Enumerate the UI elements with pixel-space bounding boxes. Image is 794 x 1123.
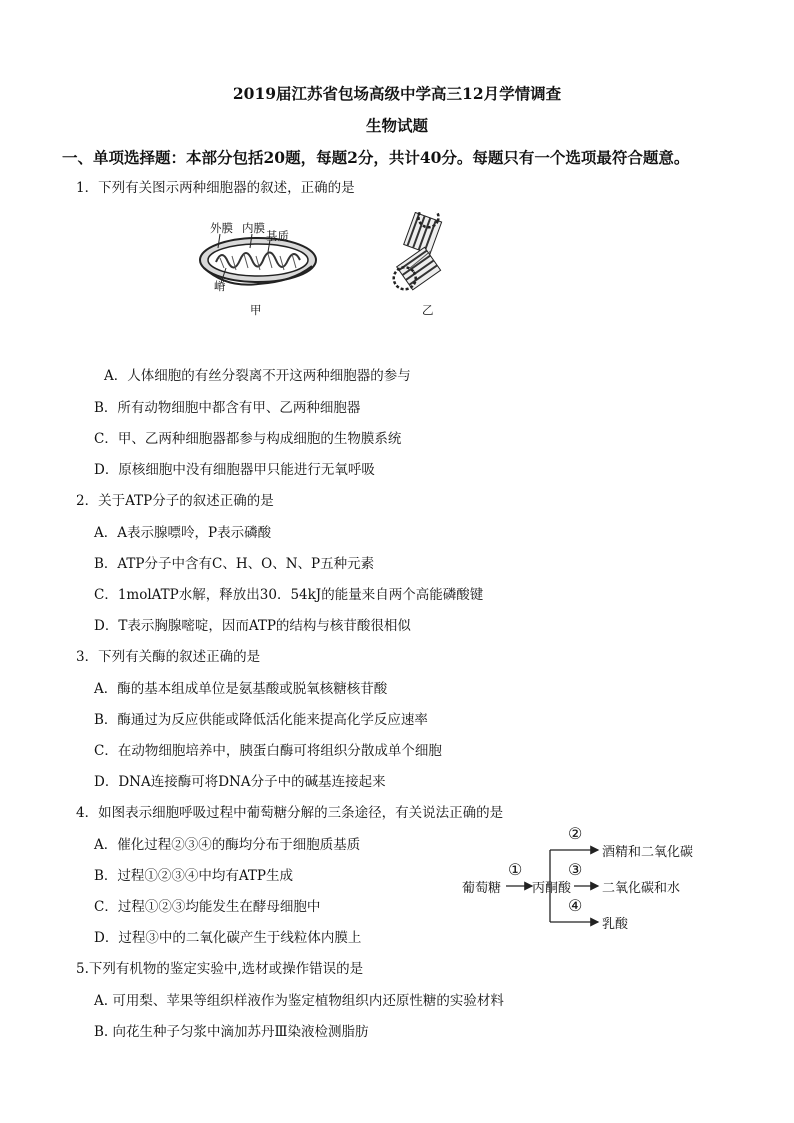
organelle-figure bbox=[196, 212, 446, 324]
question-2-option-a: A．A表示腺嘌呤，P表示磷酸 bbox=[94, 525, 272, 541]
step-4-marker: ④ bbox=[568, 896, 583, 915]
glucose-label: 葡萄糖 bbox=[462, 881, 502, 896]
question-2-option-d: D．T表示胸腺嘧啶，因而ATP的结构与核苷酸很相似 bbox=[94, 618, 411, 634]
question-4-option-a: A．催化过程②③④的酶均分布于细胞质基质 bbox=[94, 837, 361, 853]
question-1-stem: 1．下列有关图示两种细胞器的叙述，正确的是 bbox=[76, 180, 355, 196]
respiration-diagram-arrows bbox=[462, 822, 724, 934]
caption-jia: 甲 bbox=[250, 303, 262, 317]
section-heading: 一、单项选择题：本部分包括20题，每题2分，共计40分。每题只有一个选项最符合题意。 bbox=[62, 148, 690, 167]
question-1-option-b: B．所有动物细胞中都含有甲、乙两种细胞器 bbox=[94, 400, 361, 416]
question-5-option-a: A. 可用梨、苹果等组织样液作为鉴定植物组织内还原性糖的实验材料 bbox=[94, 993, 504, 1009]
question-4-option-b: B．过程①②③④中均有ATP生成 bbox=[94, 868, 294, 884]
exam-subtitle: 生物试题 bbox=[365, 116, 428, 135]
question-4-stem: 4．如图表示细胞呼吸过程中葡萄糖分解的三条途径，有关说法正确的是 bbox=[76, 805, 504, 821]
question-3-option-b: B．酶通过为反应供能或降低活化能来提高化学反应速率 bbox=[94, 712, 428, 728]
question-1-option-a: A．人体细胞的有丝分裂离不开这两种细胞器的参与 bbox=[104, 368, 411, 384]
caption-yi: 乙 bbox=[422, 303, 434, 317]
question-4-option-c: C．过程①②③均能发生在酵母细胞中 bbox=[94, 899, 321, 915]
step-1-marker: ① bbox=[508, 860, 523, 879]
question-1-option-c: C．甲、乙两种细胞器都参与构成细胞的生物膜系统 bbox=[94, 431, 402, 447]
label-inner-membrane: 内膜 bbox=[242, 221, 265, 235]
label-crista: 嵴 bbox=[214, 279, 226, 293]
respiration-diagram bbox=[462, 822, 724, 934]
question-5-option-b: B. 向花生种子匀浆中滴加苏丹Ⅲ染液检测脂肪 bbox=[94, 1024, 369, 1040]
question-4-option-d: D．过程③中的二氧化碳产生于线粒体内膜上 bbox=[94, 930, 362, 946]
question-2-option-c: C．1molATP水解，释放出30．54kJ的能量来自两个高能磷酸键 bbox=[94, 587, 484, 603]
product-co2-water: 二氧化碳和水 bbox=[602, 881, 681, 896]
step-2-marker: ② bbox=[568, 824, 583, 843]
question-2-option-b: B．ATP分子中含有C、H、O、N、P五种元素 bbox=[94, 556, 375, 572]
pyruvate-label: 丙酮酸 bbox=[532, 881, 572, 896]
centriole-drawing bbox=[388, 212, 445, 296]
question-1-option-d: D．原核细胞中没有细胞器甲只能进行无氧呼吸 bbox=[94, 462, 375, 478]
question-5-stem: 5.下列有机物的鉴定实验中,选材或操作错误的是 bbox=[76, 961, 364, 977]
question-2-stem: 2．关于ATP分子的叙述正确的是 bbox=[76, 493, 274, 509]
product-ethanol-co2: 酒精和二氧化碳 bbox=[602, 845, 694, 860]
question-3-option-a: A．酶的基本组成单位是氨基酸或脱氧核糖核苷酸 bbox=[94, 681, 388, 697]
label-outer-membrane: 外膜 bbox=[210, 221, 233, 235]
question-3-stem: 3．下列有关酶的叙述正确的是 bbox=[76, 649, 261, 665]
question-3-option-c: C．在动物细胞培养中，胰蛋白酶可将组织分散成单个细胞 bbox=[94, 743, 442, 759]
label-matrix: 基质 bbox=[266, 229, 289, 243]
organelle-figure-drawing bbox=[196, 212, 446, 324]
exam-title: 2019届江苏省包场高级中学高三12月学情调查 bbox=[232, 84, 562, 103]
product-lactic-acid: 乳酸 bbox=[602, 917, 629, 932]
question-3-option-d: D．DNA连接酶可将DNA分子中的碱基连接起来 bbox=[94, 774, 386, 790]
step-3-marker: ③ bbox=[568, 860, 583, 879]
